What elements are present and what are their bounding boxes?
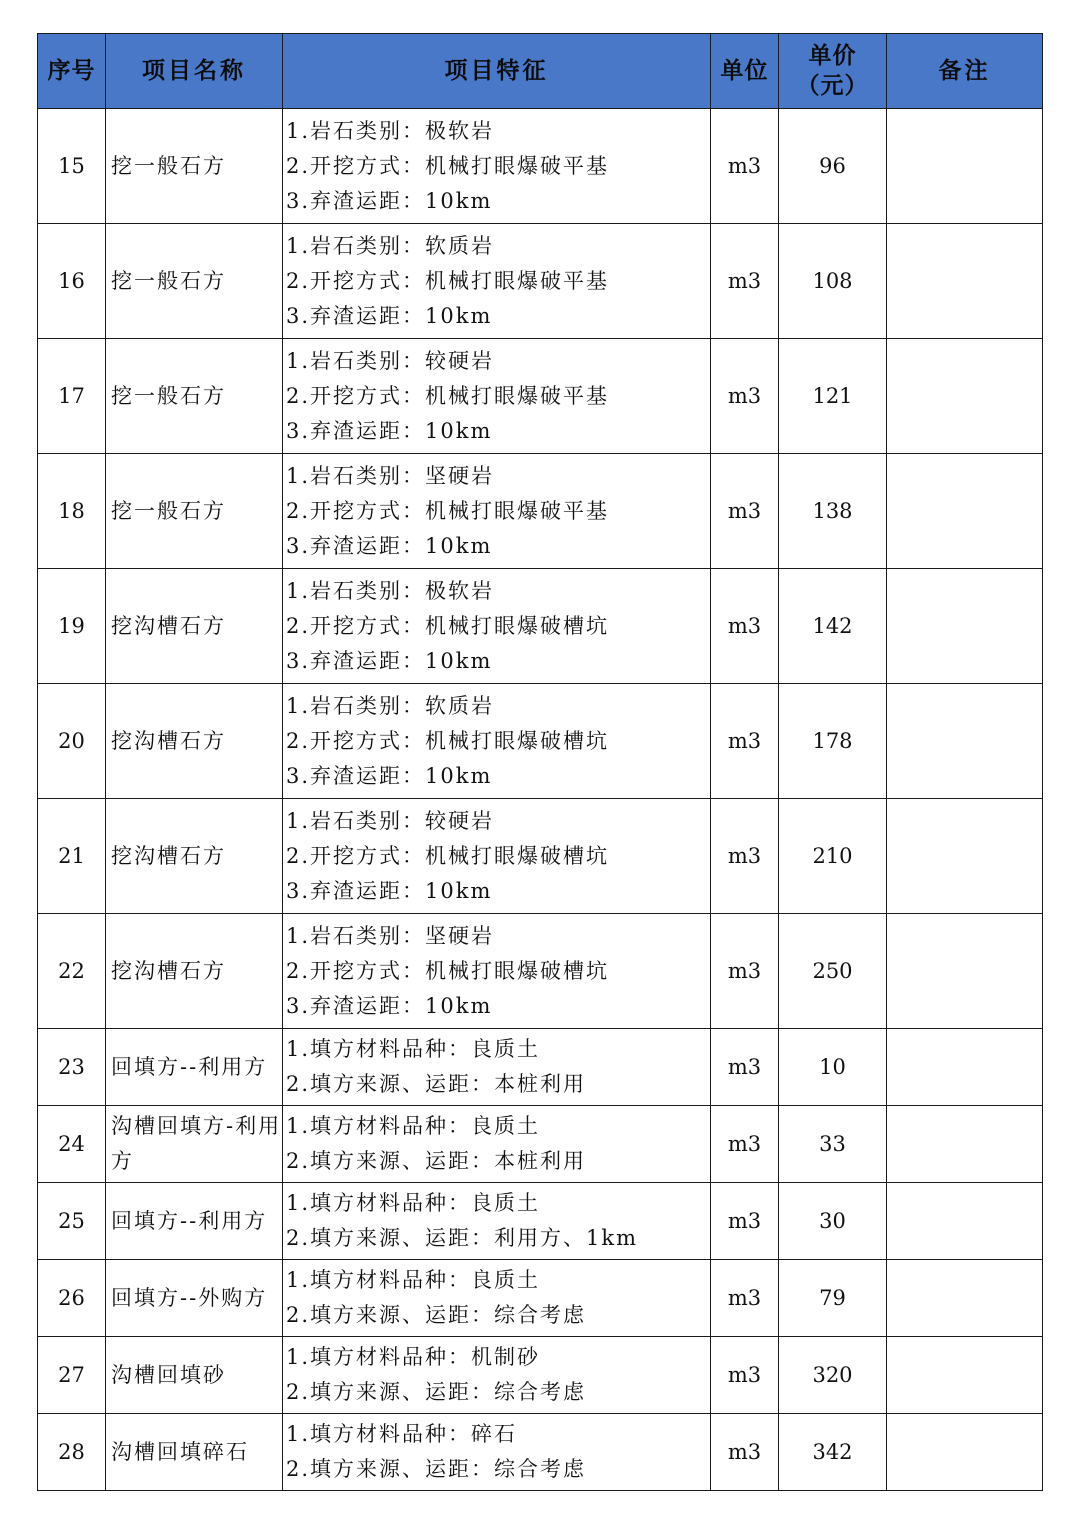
feature-line: 1.岩石类别：极软岩 [286,118,495,143]
row-item-name: 挖沟槽石方 [106,914,283,1029]
row-item-name: 挖一般石方 [106,454,283,569]
row-item-features [283,684,711,799]
feature-line: 2.开挖方式：机械打眼爆破槽坑 [286,843,610,868]
row-unit: m3 [711,339,779,454]
feature-line: 3.弃渣运距：10km [286,303,493,328]
table-row [38,109,1043,224]
row-unit: m3 [711,914,779,1029]
feature-line: 1.填方材料品种：碎石 [286,1422,518,1446]
row-unit-price: 342 [779,1414,887,1491]
row-seq-no: 18 [38,454,106,569]
row-remarks [887,914,1043,1029]
row-unit-price: 138 [779,454,887,569]
row-item-name: 回填方--利用方 [106,1183,283,1260]
table-row [38,1260,1043,1337]
feature-line: 3.弃渣运距：10km [286,648,493,673]
feature-line: 1.填方材料品种：良质土 [286,1114,541,1138]
row-seq-no: 20 [38,684,106,799]
row-remarks [887,1337,1043,1414]
table-body [38,109,1043,1491]
table-row [38,1414,1043,1491]
table-row [38,914,1043,1029]
feature-line: 2.开挖方式：机械打眼爆破槽坑 [286,728,610,753]
row-unit: m3 [711,1414,779,1491]
header-unit-price-currency: （元） [796,73,869,99]
feature-line: 2.填方来源、运距：综合考虑 [286,1303,587,1327]
row-item-name: 沟槽回填砂 [106,1337,283,1414]
table-header-row [38,34,1043,109]
feature-line: 2.填方来源、运距：本桩利用 [286,1072,587,1096]
row-unit-price: 79 [779,1260,887,1337]
row-item-name: 回填方--外购方 [106,1260,283,1337]
feature-line: 3.弃渣运距：10km [286,188,493,213]
feature-line: 1.填方材料品种：机制砂 [286,1345,541,1369]
feature-line: 1.岩石类别：极软岩 [286,578,495,603]
header-item-name: 项目名称 [106,34,283,109]
row-unit: m3 [711,799,779,914]
row-item-name: 挖一般石方 [106,339,283,454]
feature-line: 3.弃渣运距：10km [286,533,493,558]
row-item-features [283,914,711,1029]
row-item-name: 挖沟槽石方 [106,569,283,684]
feature-line: 2.填方来源、运距：利用方、1km [286,1226,639,1250]
row-item-features [283,454,711,569]
row-item-name: 挖一般石方 [106,224,283,339]
row-seq-no: 27 [38,1337,106,1414]
row-seq-no: 15 [38,109,106,224]
row-unit: m3 [711,569,779,684]
feature-line: 1.岩石类别：坚硬岩 [286,463,495,488]
feature-line: 2.填方来源、运距：本桩利用 [286,1149,587,1173]
header-item-features: 项目特征 [283,34,711,109]
row-unit: m3 [711,1260,779,1337]
table-row [38,684,1043,799]
row-unit: m3 [711,684,779,799]
row-unit-price: 250 [779,914,887,1029]
feature-line: 1.岩石类别：软质岩 [286,233,495,258]
row-unit: m3 [711,1106,779,1183]
table-row [38,1029,1043,1106]
feature-line: 1.填方材料品种：良质土 [286,1191,541,1215]
row-remarks [887,1029,1043,1106]
row-unit-price: 10 [779,1029,887,1106]
row-remarks [887,1414,1043,1491]
row-unit-price: 178 [779,684,887,799]
feature-line: 3.弃渣运距：10km [286,878,493,903]
header-seq-no: 序号 [38,34,106,109]
row-remarks [887,799,1043,914]
header-unit-price [779,34,887,109]
feature-line: 2.开挖方式：机械打眼爆破平基 [286,268,610,293]
row-remarks [887,1106,1043,1183]
table-row [38,1337,1043,1414]
row-item-features [283,1183,711,1260]
row-unit-price: 96 [779,109,887,224]
row-item-name: 挖沟槽石方 [106,799,283,914]
feature-line: 2.填方来源、运距：综合考虑 [286,1380,587,1404]
feature-line: 2.填方来源、运距：综合考虑 [286,1457,587,1481]
row-unit-price: 142 [779,569,887,684]
feature-line: 2.开挖方式：机械打眼爆破平基 [286,383,610,408]
table-row [38,569,1043,684]
row-unit-price: 30 [779,1183,887,1260]
row-unit-price: 108 [779,224,887,339]
row-item-name: 挖一般石方 [106,109,283,224]
row-seq-no: 26 [38,1260,106,1337]
row-seq-no: 24 [38,1106,106,1183]
row-seq-no: 21 [38,799,106,914]
feature-line: 3.弃渣运距：10km [286,763,493,788]
row-item-name: 沟槽回填碎石 [106,1414,283,1491]
row-remarks [887,339,1043,454]
row-seq-no: 28 [38,1414,106,1491]
row-unit-price: 320 [779,1337,887,1414]
row-unit: m3 [711,454,779,569]
row-remarks [887,454,1043,569]
header-unit-price-label: 单价 [808,43,857,69]
row-seq-no: 19 [38,569,106,684]
feature-line: 3.弃渣运距：10km [286,418,493,443]
feature-line: 1.岩石类别：坚硬岩 [286,923,495,948]
row-item-features [283,224,711,339]
row-unit-price: 210 [779,799,887,914]
row-item-name: 沟槽回填方-利用方 [106,1106,283,1183]
header-unit: 单位 [711,34,779,109]
row-remarks [887,684,1043,799]
feature-line: 1.岩石类别：较硬岩 [286,808,495,833]
row-seq-no: 22 [38,914,106,1029]
row-item-features [283,569,711,684]
feature-line: 2.开挖方式：机械打眼爆破平基 [286,153,610,178]
row-unit-price: 121 [779,339,887,454]
row-item-features [283,799,711,914]
feature-line: 1.岩石类别：软质岩 [286,693,495,718]
row-remarks [887,1183,1043,1260]
feature-line: 2.开挖方式：机械打眼爆破平基 [286,498,610,523]
row-seq-no: 16 [38,224,106,339]
row-unit: m3 [711,1029,779,1106]
row-unit: m3 [711,109,779,224]
row-item-features [283,339,711,454]
row-remarks [887,1260,1043,1337]
feature-line: 1.填方材料品种：良质土 [286,1268,541,1292]
table-row [38,454,1043,569]
table-row [38,1183,1043,1260]
feature-line: 2.开挖方式：机械打眼爆破槽坑 [286,958,610,983]
row-remarks [887,224,1043,339]
feature-line: 3.弃渣运距：10km [286,993,493,1018]
table-row [38,224,1043,339]
row-item-features [283,109,711,224]
row-seq-no: 25 [38,1183,106,1260]
row-item-features [283,1029,711,1106]
row-item-name: 回填方--利用方 [106,1029,283,1106]
row-remarks [887,109,1043,224]
feature-line: 1.岩石类别：较硬岩 [286,348,495,373]
row-seq-no: 23 [38,1029,106,1106]
row-item-features [283,1337,711,1414]
table-row [38,799,1043,914]
row-seq-no: 17 [38,339,106,454]
row-unit: m3 [711,1183,779,1260]
row-item-features [283,1260,711,1337]
row-item-features [283,1106,711,1183]
row-unit: m3 [711,1337,779,1414]
price-table [37,33,1043,1491]
feature-line: 1.填方材料品种：良质土 [286,1037,541,1061]
row-item-name: 挖沟槽石方 [106,684,283,799]
row-remarks [887,569,1043,684]
row-unit: m3 [711,224,779,339]
table-row [38,339,1043,454]
table-row [38,1106,1043,1183]
header-remarks: 备注 [887,34,1043,109]
row-item-features [283,1414,711,1491]
feature-line: 2.开挖方式：机械打眼爆破槽坑 [286,613,610,638]
row-unit-price: 33 [779,1106,887,1183]
